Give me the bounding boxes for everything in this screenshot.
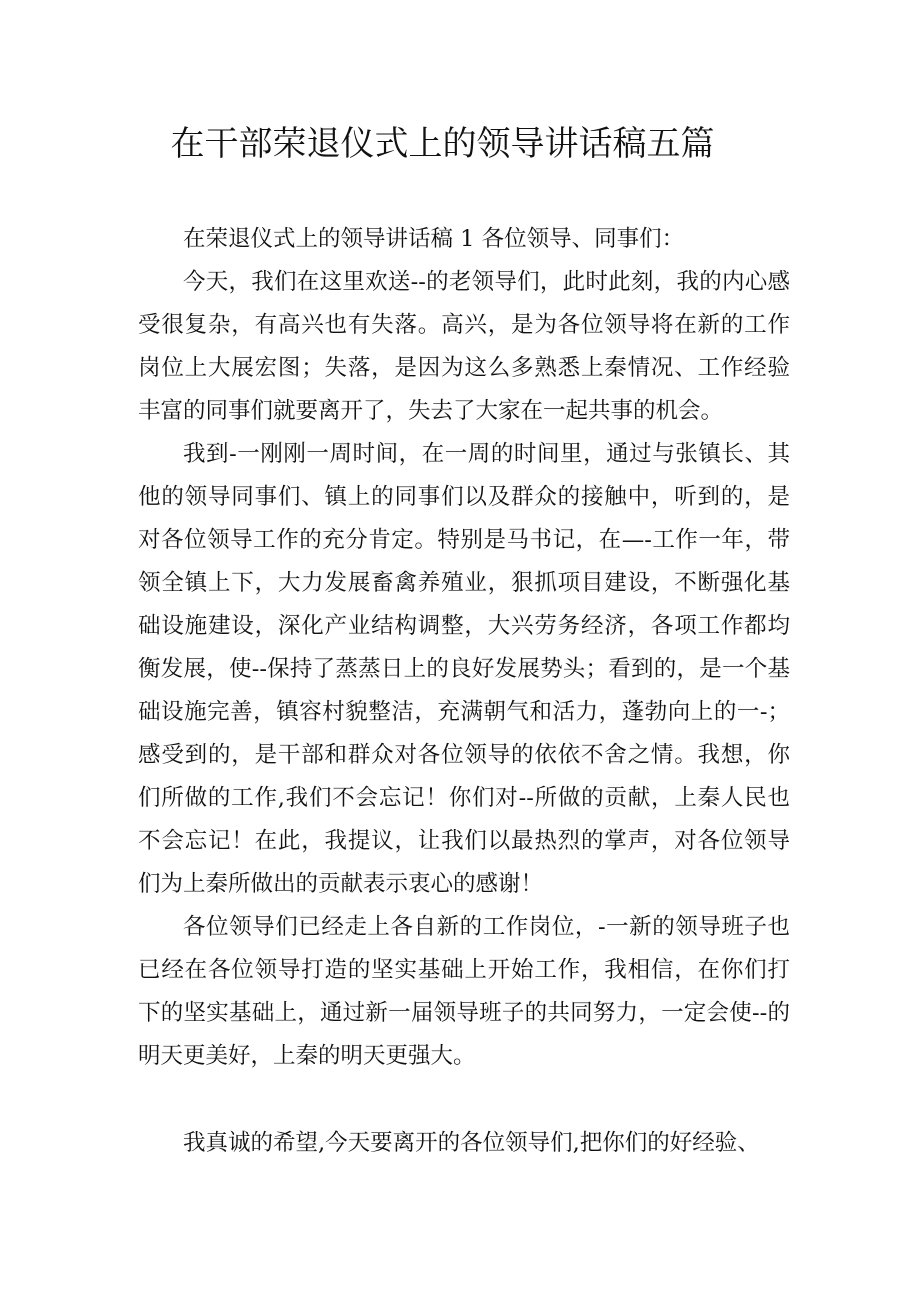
document-body bbox=[138, 218, 790, 1165]
paragraph-farewell-intro: 今天，我们在这里欢送--的老领导们，此时此刻，我的内心感受很复杂，有高兴也有失落。高兴，是为各位领导将在新的工作岗位上大展宏图；失落，是因为这么多熟悉上秦情况、工作经验丰富的同事们就要离开了，失去了大家在一起共事的机会。 bbox=[138, 269, 790, 424]
paragraph-greeting: 在荣退仪式上的领导讲话稿 1 各位领导、同事们： bbox=[183, 226, 685, 252]
paragraph-praise: 我到-一刚刚一周时间，在一周的时间里，通过与张镇长、其他的领导同事们、镇上的同事们以及群众的接触中，听到的，是对各位领导工作的充分肯定。特别是马书记，在—-工作一年，带领全镇上下，大力发展畜禽养殖业，狠抓项目建设，不断强化基础设施建设，深化产业结构调整，大兴劳务经济，各项工作都均衡发展，使--保持了蒸蒸日上的良好发展势头；看到的，是一个基础设施完善，镇容村貌整洁，充满朝气和活力，蓬勃向上的一-；感受到的，是干部和群众对各位领导的依依不舍之情。我想，你们所做的工作,我们不会忘记！你们对--所做的贡献，上秦人民也不会忘记！在此，我提议，让我们以最热烈的掌声，对各位领导们为上秦所做出的贡献表示衷心的感谢！ bbox=[138, 441, 790, 897]
paragraph-new-leadership: 各位领导们已经走上各自新的工作岗位，-一新的领导班子也已经在各位领导打造的坚实基础上开始工作，我相信，在你们打下的坚实基础上，通过新一届领导班子的共同努力，一定会使--的明天更美好，上秦的明天更强大。 bbox=[138, 914, 790, 1069]
paragraph-hope: 我真诚的希望,今天要离开的各位领导们,把你们的好经验、 bbox=[183, 1130, 760, 1156]
document-title: 在干部荣退仪式上的领导讲话稿五篇 bbox=[170, 124, 715, 164]
